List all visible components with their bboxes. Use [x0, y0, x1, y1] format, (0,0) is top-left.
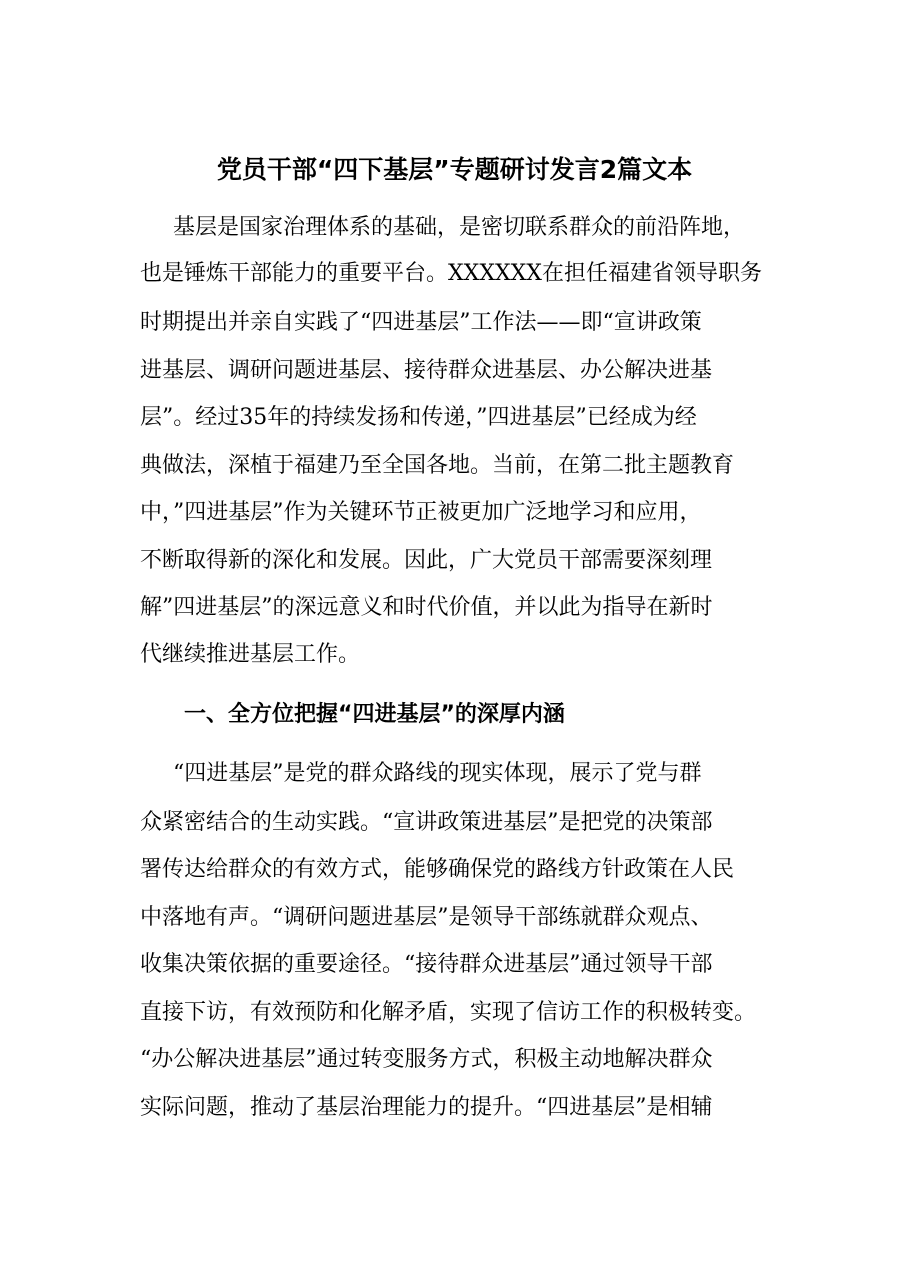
paragraph-line: 代继续推进基层工作。 — [140, 642, 361, 667]
paragraph-line: 也是锤炼干部能力的重要平台。XXXXXX在担任福建省领导职务 — [140, 261, 762, 286]
paragraph-line: 中落地有声。“调研问题进基层”是领导干部练就群众观点、 — [140, 905, 713, 930]
paragraph-line: 署传达给群众的有效方式，能够确保党的路线方针政策在人民 — [140, 857, 735, 882]
paragraph-line: 收集决策依据的重要途径。“接待群众进基层”通过领导干部 — [140, 952, 713, 977]
paragraph-line: 众紧密结合的生动实践。“宣讲政策进基层”是把党的决策部 — [140, 810, 713, 835]
paragraph-line: 层”。经过35年的持续发扬和传递，”四进基层”已经成为经 — [140, 405, 697, 430]
paragraph-line: 时期提出并亲自实践了“四进基层”工作法——即“宣讲政策 — [140, 310, 702, 335]
paragraph-line: 中，”四进基层”作为关键环节正被更加广泛地学习和应用， — [140, 500, 702, 525]
paragraph-line: 不断取得新的深化和发展。因此，广大党员干部需要深刻理 — [140, 548, 713, 573]
section-heading: 一、全方位把握“四进基层”的深厚内涵 — [184, 702, 565, 727]
paragraph-line: 解”四进基层”的深远意义和时代价值，并以此为指导在新时 — [140, 595, 713, 620]
paragraph-line: “办公解决进基层”通过转变服务方式，积极主动地解决群众 — [140, 1047, 713, 1072]
paragraph-line: “四进基层”是党的群众路线的现实体现，展示了党与群 — [173, 761, 702, 786]
paragraph-line: 典做法，深植于福建乃至全国各地。当前，在第二批主题教育 — [140, 453, 735, 478]
paragraph-line: 实际问题，推动了基层治理能力的提升。“四进基层”是相辅 — [140, 1095, 713, 1120]
paragraph-line: 基层是国家治理体系的基础，是密切联系群众的前沿阵地， — [173, 215, 746, 240]
document-title: 党员干部“四下基层”专题研讨发言2篇文本 — [216, 155, 693, 184]
paragraph-line: 直接下访，有效预防和化解矛盾，实现了信访工作的积极转变。 — [140, 1000, 757, 1025]
paragraph-line: 进基层、调研问题进基层、接待群众进基层、办公解决进基 — [140, 358, 713, 383]
